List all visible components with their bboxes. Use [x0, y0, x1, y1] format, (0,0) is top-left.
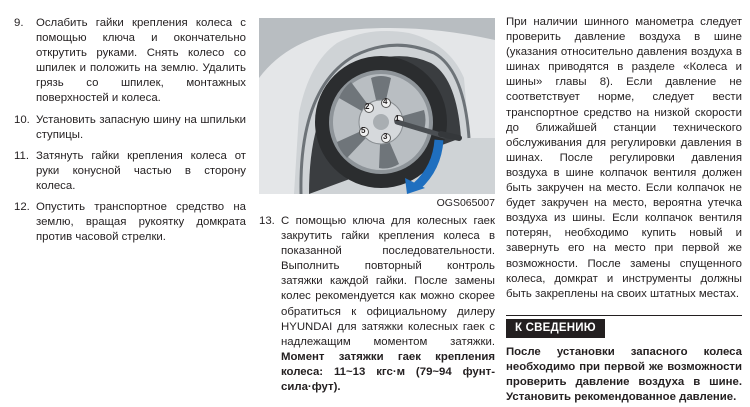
- step-12: [14, 200, 246, 245]
- step-9: [14, 16, 246, 107]
- step-text: С помощью ключа для колесных гаек закрутить гайки крепления колеса в показанной последовательности. Выполнить повторный контроль затяжки каждой гайки. После замены колес рекомендуется как можно скорее обратиться к официальному дилеру HYUNDAI для затяжки колесных гаек с надлежащим моментом затяжки.: [281, 215, 495, 348]
- step-number: 13.: [259, 215, 275, 227]
- figure-column: [259, 0, 495, 401]
- step-number: 9.: [14, 17, 24, 29]
- wheel-illustration: [259, 18, 495, 194]
- step-text: Ослабить гайки крепления колеса с помощью ключа и окончательно открутить руками. Снять колесо со шпилек и положить на землю. Удалить грязь со шпилек, монтажных поверхностей и колеса.: [36, 17, 246, 105]
- note-text: После установки запасного колеса необходимо при первой же возможности проверить давление воздуха в шине. Установить рекомендованное давление.: [506, 345, 742, 404]
- instructions-left-column: [14, 0, 246, 251]
- step-10: [14, 113, 246, 143]
- step-text: Установить запасную шину на шпильки ступицы.: [36, 113, 246, 141]
- torque-spec: Момент затяжки гаек крепления колеса: 11~13 кгс·м (79~94 фунт-сила·фут).: [281, 350, 495, 394]
- right-column: [506, 0, 742, 405]
- figure-code: OGS065007: [436, 197, 495, 209]
- step-11: [14, 149, 246, 194]
- step-13: [259, 214, 495, 395]
- nut-label-3: 3: [383, 132, 388, 141]
- nut-label-4: 4: [383, 97, 388, 106]
- nut-label-2: 2: [365, 102, 370, 111]
- note-box: [506, 315, 742, 405]
- step-text: Опустить транспортное средство на землю, вращая рукоятку домкрата против часовой стрелки.: [36, 201, 246, 244]
- step-number: 11.: [14, 149, 29, 162]
- note-title: К СВЕДЕНИЮ: [506, 319, 605, 338]
- step-number: 12.: [14, 201, 30, 214]
- step-number: 10.: [14, 113, 30, 126]
- nut-label-1: 1: [395, 114, 400, 123]
- pressure-check-paragraph: При наличии шинного манометра следует проверить давление воздуха в шине (указания относительно давления воздуха в шинах приводятся в разделе «Колеса и шины» главы 8). Если давление не соответствует норме, следует вести транспортное средство на низкой скорости до ближайшей станции технического обслуживания для регулировки давления в шинах. После регулировки давления воздуха в шине колпачок вентиля должен быть закручен на место. Если колпачок не будет закручен на место, вероятна утечка воздуха из шины. Если колпачок вентиля потерян, необходимо купить новый и завернуть его на место при первой же возможности. После замены спущенного колеса, домкрат и инструменты должны быть закреплены на своих штатных местах.: [506, 16, 742, 300]
- wheel-nut-sequence-diagram: [259, 18, 495, 194]
- nut-label-5: 5: [361, 126, 366, 135]
- step-text: Затянуть гайки крепления колеса от руки конусной частью в сторону колеса.: [36, 149, 246, 192]
